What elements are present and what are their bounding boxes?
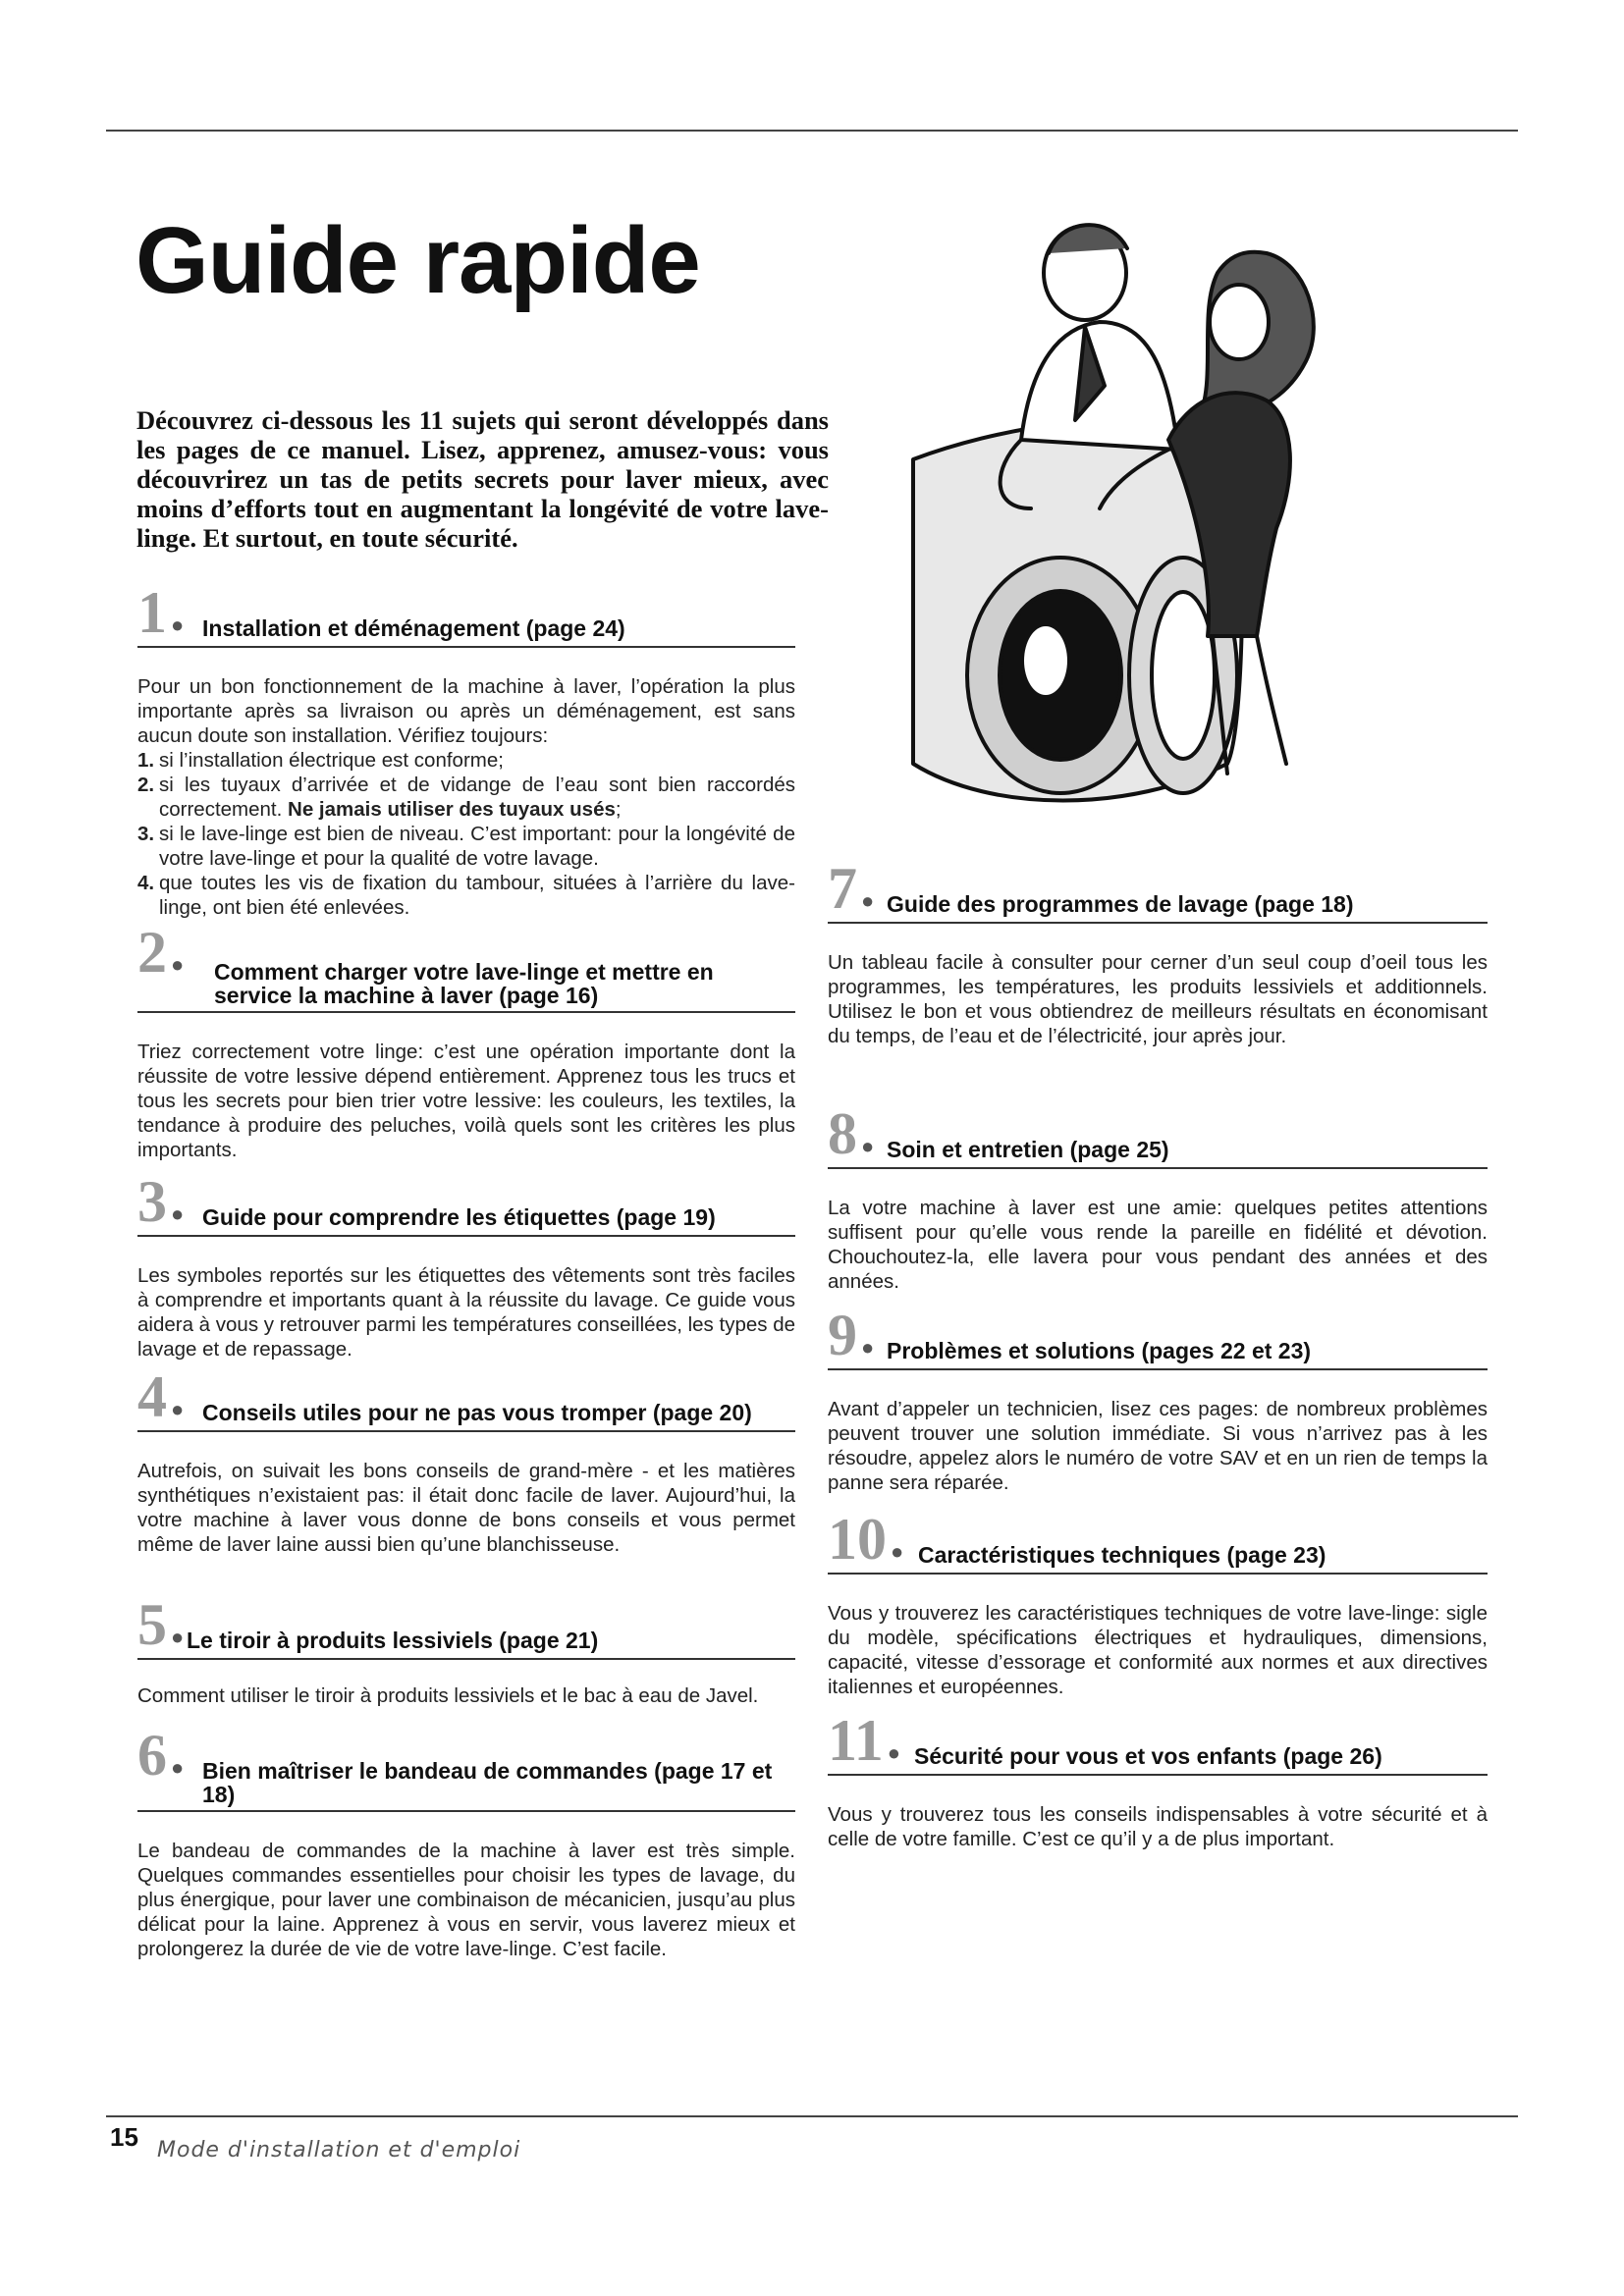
section-1-heading: Installation et déménagement (page 24) [202,615,625,641]
section-10-heading: Caractéristiques techniques (page 23) [918,1542,1326,1568]
page-number: 15 [110,2122,138,2152]
section-3-heading: Guide pour comprendre les étiquettes (page 19) [202,1204,716,1230]
couple-washing-machine-illustration [874,214,1502,842]
section-5-header [137,1592,795,1660]
section-2-body: Triez correctement votre linge: c’est une opération importante dont la réussite de votre lessive dépend entièrement. Apprenez tous les trucs et tous les secrets pour bien trier votre lessive: les couleurs, les textiles, la tendance à produire des peluches, voilà quels sont les critères les plus importants. [137,1041,795,1161]
list-item: 4. que toutes les vis de fixation du tambour, situées à l’arrière du lave-linge, ont bien été enlevées. [137,872,795,919]
section-1-header [137,580,795,648]
section-4-body: Autrefois, on suivait les bons conseils de grand-mère - et les matières synthétiques n’existaient pas: il était donc facile de laver. Aujourd’hui, la votre machine à laver vous donne de bons conseils et vous permet même de laver laine aussi bien qu’une blanchisseuse. [137,1460,795,1556]
list-item: 3. si le lave-linge est bien de niveau. C’est important: pour la longévité de votre lave-linge et pour la qualité de votre lavage. [137,823,795,870]
section-7-heading: Guide des programmes de lavage (page 18) [887,891,1354,917]
section-3-number: 3 ● [137,1169,185,1234]
section-6-number: 6 ● [137,1723,185,1788]
section-11-header [828,1708,1488,1776]
section-8-number: 8 ● [828,1101,875,1166]
section-11-number: 11 ● [828,1708,900,1773]
section-7 [828,856,1488,1048]
section-7-header [828,856,1488,924]
section-5-number: 5 ● [137,1592,185,1657]
section-6-heading: Bien maîtriser le bandeau de commandes (page 17 et 18) [202,1758,773,1807]
section-4-heading: Conseils utiles pour ne pas vous tromper (page 20) [202,1400,752,1425]
section-7-body: Un tableau facile à consulter pour cerner d’un seul coup d’oeil tous les programmes, les températures, les produits lessiviels et additionnels. Utilisez le bon et vous obtiendrez de meilleurs résultats en économisant du temps, de l’eau et de l’électricité, jour après jour. [828,951,1488,1047]
section-9-body: Avant d’appeler un technicien, lisez ces pages: de nombreux problèmes peuvent trouver une solution immédiate. Si vous n’arrivez pas à les résoudre, appelez alors le numéro de votre SAV et en un rien de temps la panne sera réparée. [828,1398,1488,1494]
section-10-header [828,1507,1488,1575]
section-6-body: Le bandeau de commandes de la machine à laver est très simple. Quelques commandes essentielles pour choisir les types de lavage, du plus énergique, pour laver une combinaison de mécanicien, jusqu’au plus délicat pour la laine. Apprenez à vous en servir, vous laverez mieux et prolongerez la durée de vie de votre lave-linge. C’est facile. [137,1840,795,1960]
section-8-heading: Soin et entretien (page 25) [887,1137,1169,1162]
section-9 [828,1303,1488,1495]
section-9-number: 9 ● [828,1303,875,1367]
section-10 [828,1507,1488,1699]
section-8 [828,1101,1488,1294]
section-5-heading: Le tiroir à produits lessiviels (page 21) [187,1628,599,1653]
page-title: Guide rapide [135,208,700,313]
section-6 [137,1723,795,1961]
list-item: 2. si les tuyaux d’arrivée et de vidange de l’eau sont bien raccordés correctement. Ne jamais utiliser des tuyaux usés; [137,774,795,821]
section-10-number: 10 ● [828,1507,904,1572]
section-11 [828,1708,1488,1851]
section-2-number: 2 ● [137,920,185,985]
footer-manual-title: Mode d'installation et d'emploi [157,2138,521,2163]
section-8-body: La votre machine à laver est une amie: quelques petites attentions suffisent pour qu’elle vous rende la pareille en fidélité et dévotion. Chouchoutez-la, elle lavera pour vous pendant des années et des années. [828,1197,1488,1293]
section-11-body: Vous y trouverez tous les conseils indispensables à votre sécurité et à celle de votre famille. C’est ce qu’il y a de plus important. [828,1803,1488,1850]
section-3-body: Les symboles reportés sur les étiquettes des vêtements sont très faciles à comprendre et importants quant à la réussite du lavage. Ce guide vous aidera à vous y retrouver parmi les températures conseillées, les types de lavage et de repassage. [137,1264,795,1361]
section-4 [137,1364,795,1557]
section-5 [137,1592,795,1708]
section-2-header [137,920,795,1013]
section-9-heading: Problèmes et solutions (pages 22 et 23) [887,1338,1312,1363]
section-4-number: 4 ● [137,1364,185,1429]
section-3-header [137,1169,795,1237]
section-5-body: Comment utiliser le tiroir à produits lessiviels et le bac à eau de Javel. [137,1684,759,1707]
section-9-header [828,1303,1488,1370]
section-6-header [137,1723,795,1812]
section-3 [137,1169,795,1362]
section-4-header [137,1364,795,1432]
top-rule [106,130,1518,132]
section-7-number: 7 ● [828,856,875,921]
section-11-heading: Sécurité pour vous et vos enfants (page 26) [914,1743,1382,1769]
section-1-number: 1 ● [137,580,185,645]
section-1-intro: Pour un bon fonctionnement de la machine à laver, l’opération la plus importante après sa livraison ou après un déménagement, est sans aucun doute son installation. Vérifiez toujours: [137,675,795,747]
section-1 [137,580,795,920]
section-1-body [137,674,795,920]
list-item: 1. si l’installation électrique est conforme; [137,749,504,772]
section-8-header [828,1101,1488,1169]
section-10-body: Vous y trouverez les caractéristiques techniques de votre lave-linge: sigle du modèle, spécifications électriques et hydrauliques, dimensions, capacité, vitesse d’essorage et conformité aux normes et aux directives italiennes et européennes. [828,1602,1488,1698]
section-2-heading: Comment charger votre lave-linge et mettre en service la machine à laver (page 16) [214,959,714,1008]
section-2 [137,920,795,1162]
intro-paragraph: Découvrez ci-dessous les 11 sujets qui seront développés dans les pages de ce manuel. Lisez, apprenez, amusez-vous: vous découvrirez un tas de petits secrets pour laver mieux, avec moins d’efforts tout en augmentant la longévité de votre lave-linge. Et surtout, en toute sécurité. [136,405,829,553]
bottom-rule [106,2115,1518,2117]
